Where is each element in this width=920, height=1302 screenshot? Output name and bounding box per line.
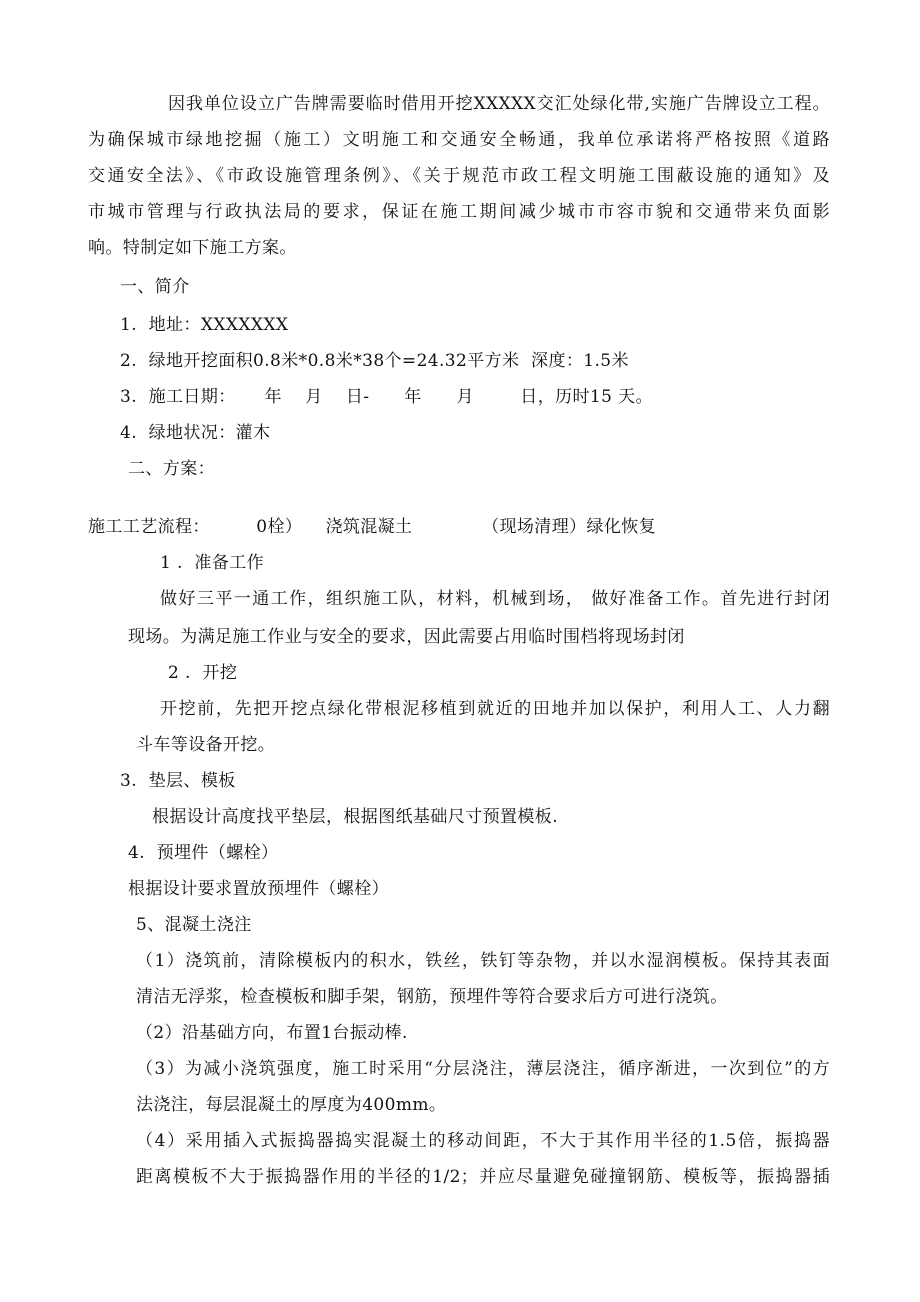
intro-line: 为确保城市绿地挖掘（施工）文明施工和交通安全畅通，我单位承诺将严格按照《道路 — [88, 130, 830, 150]
step-text: 做好三平一通工作，组织施工队，材料，机械到场， 做好准备工作。首先进行封闭 — [160, 589, 830, 609]
step-text: 根据设计要求置放预埋件（螺栓） — [128, 879, 389, 899]
step-text: 清洁无浮浆，检查模板和脚手架，钢筋，预埋件等符合要求后方可进行浇筑。 — [136, 987, 728, 1007]
list-item: 3. 施工日期： 年 月 日- 年 月 日，历时15 天。 — [120, 387, 653, 407]
step-text: （2）沿基础方向，布置1台振动棒. — [136, 1023, 408, 1043]
section-heading: 二、方案： — [128, 459, 215, 479]
step-text: （3）为减小浇筑强度，施工时采用“分层浇注，薄层浇注，循序渐进，一次到位”的方 — [136, 1059, 830, 1079]
step-text: 根据设计高度找平垫层，根据图纸基础尺寸预置模板. — [152, 807, 559, 827]
section-heading: 一、简介 — [120, 277, 190, 297]
step-text: 斗车等设备开挖。 — [136, 735, 276, 755]
step-text: （1）浇筑前，清除模板内的积水，铁丝，铁钉等杂物，并以水湿润模板。保持其表面 — [136, 951, 830, 971]
step-text: 开挖前，先把开挖点绿化带根泥移植到就近的田地并加以保护，利用人工、人力翻 — [160, 699, 830, 719]
intro-line: 响。特制定如下施工方案。 — [88, 238, 297, 258]
step-text: 距离模板不大于振捣器作用的半径的1/2；并应尽量避免碰撞钢筋、模板等，振捣器插 — [136, 1167, 830, 1187]
list-item: 1. 地址：XXXXXXX — [120, 315, 289, 335]
step-text: （4）采用插入式振捣器捣实混凝土的移动间距，不大于其作用半径的1.5倍，振捣器 — [136, 1131, 830, 1151]
list-item: 4. 绿地状况：灌木 — [120, 423, 271, 443]
intro-line: 因我单位设立广告牌需要临时借用开挖XXXXX交汇处绿化带,实施广告牌设立工程。 — [168, 94, 830, 114]
step-title: 3. 垫层、模板 — [120, 771, 236, 791]
list-item: 2. 绿地开挖面积0.8米*0.8米*38个=24.32平方米 深度：1.5米 — [120, 351, 629, 371]
step-title: 4. 预埋件（螺栓） — [128, 843, 279, 863]
step-text: 法浇注，每层混凝土的厚度为400mm。 — [136, 1095, 447, 1115]
step-title: 2 . 开挖 — [168, 663, 238, 683]
step-title: 1 . 准备工作 — [160, 553, 265, 573]
step-title: 5、混凝土浇注 — [136, 915, 252, 935]
intro-line: 市城市管理与行政执法局的要求，保证在施工期间减少城市市容市貌和交通带来负面影 — [88, 202, 830, 222]
intro-line: 交通安全法》、《市政设施管理条例》、《关于规范市政工程文明施工围蔽设施的通知》及 — [88, 166, 830, 186]
process-flow: 施工工艺流程： 0栓） 浇筑混凝土 （现场清理）绿化恢复 — [88, 517, 657, 537]
step-text: 现场。为满足施工作业与安全的要求，因此需要占用临时围档将现场封闭 — [128, 627, 685, 647]
